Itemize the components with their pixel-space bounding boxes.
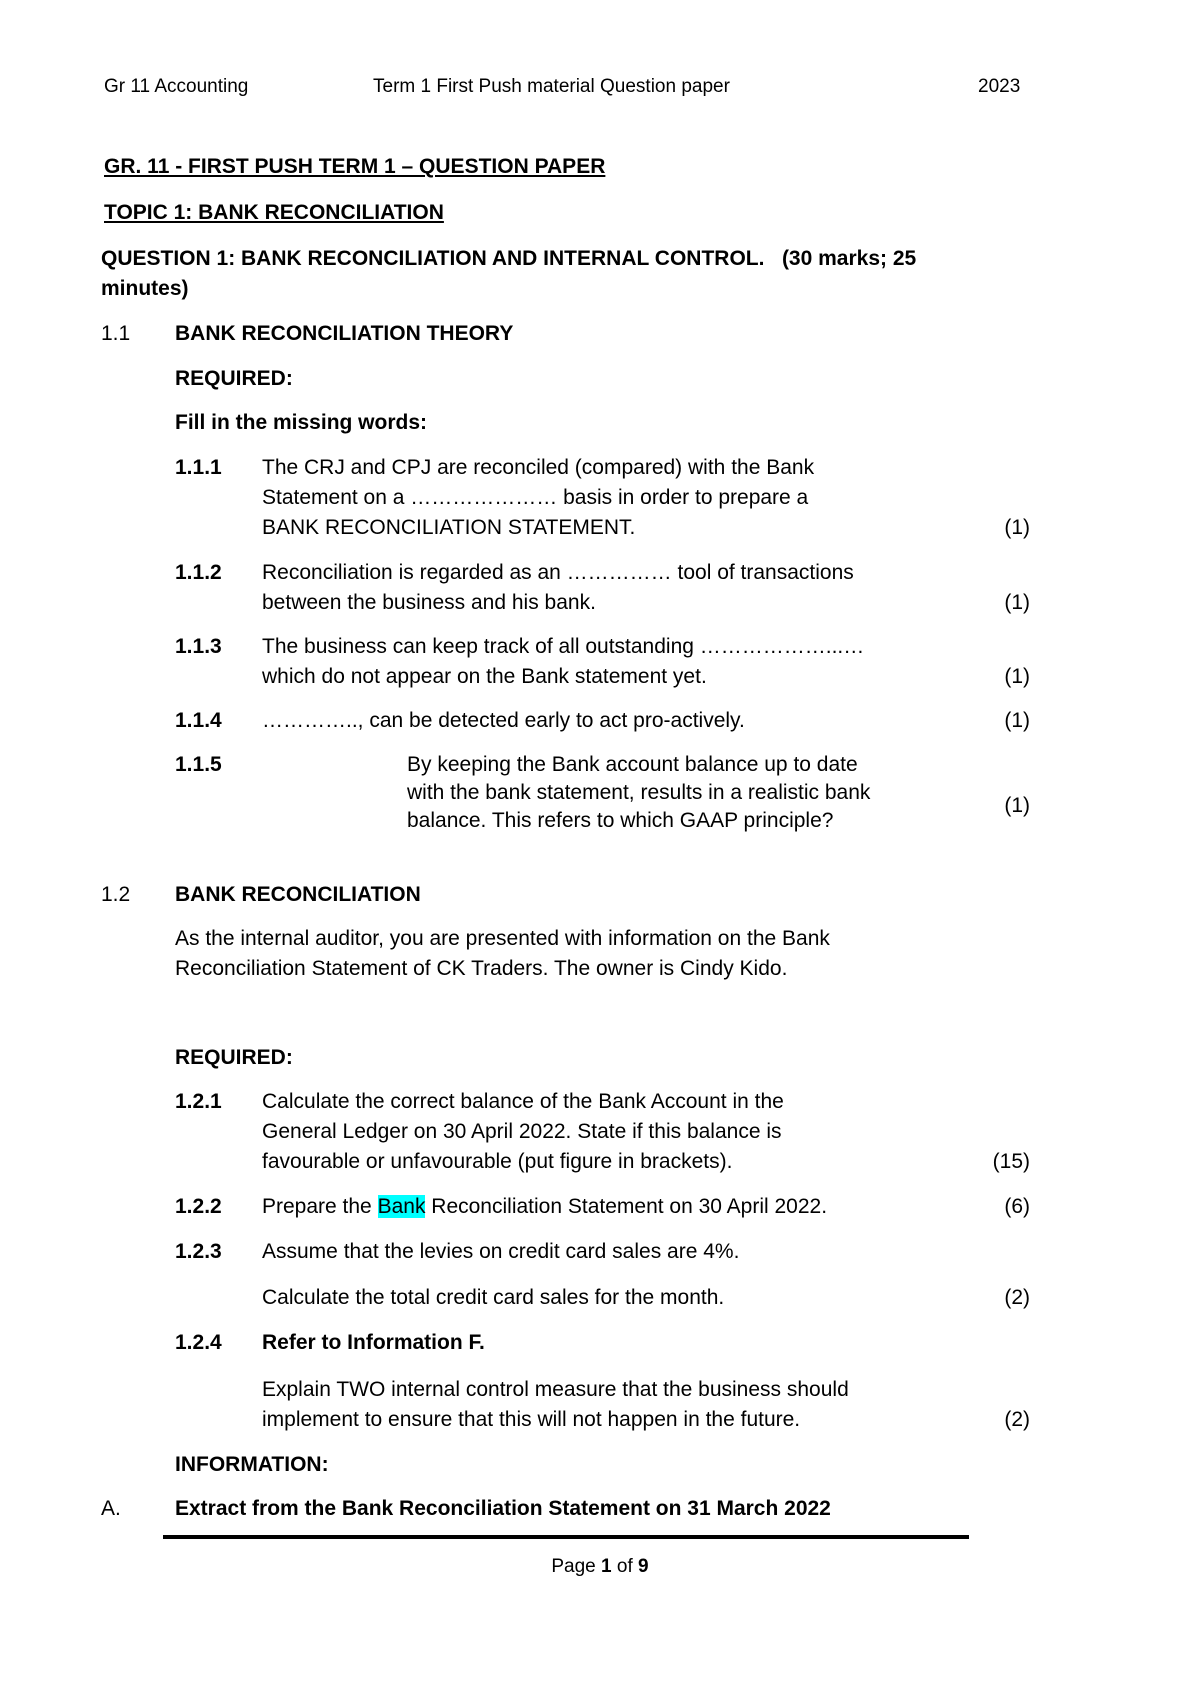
item-text-line: Explain TWO internal control measure that the business should — [262, 1378, 849, 1401]
item-marks: (1) — [1004, 591, 1030, 614]
item-marks: (2) — [1004, 1408, 1030, 1431]
page-word: Page — [551, 1556, 596, 1577]
item-marks: (1) — [1004, 709, 1030, 732]
topic-title: TOPIC 1: BANK RECONCILIATION — [104, 201, 444, 224]
section-1-1-number: 1.1 — [101, 322, 131, 345]
section-1-2-required: REQUIRED: — [175, 1046, 293, 1069]
item-number: 1.1.2 — [175, 561, 222, 584]
section-1-2-intro-line: As the internal auditor, you are presented with information on the Bank — [175, 927, 830, 950]
footer-divider — [163, 1535, 969, 1539]
item-number: 1.2.1 — [175, 1090, 222, 1113]
info-a-title: Extract from the Bank Reconciliation Statement on 31 March 2022 — [175, 1497, 831, 1520]
item-number: 1.1.5 — [175, 753, 222, 776]
item-number: 1.2.4 — [175, 1331, 222, 1354]
item-text-line: between the business and his bank. — [262, 591, 596, 614]
item-marks: (6) — [1004, 1195, 1030, 1218]
text-after: Reconciliation Statement on 30 April 2022. — [425, 1195, 828, 1218]
total-pages: 9 — [638, 1556, 649, 1577]
item-text-line: implement to ensure that this will not happen in the future. — [262, 1408, 801, 1431]
section-1-1-title: BANK RECONCILIATION THEORY — [175, 322, 514, 345]
text-before: Prepare the — [262, 1195, 378, 1218]
item-text-line: The business can keep track of all outstanding ………………...… — [262, 635, 865, 658]
paper-title: GR. 11 - FIRST PUSH TERM 1 – QUESTION PAPER — [104, 155, 606, 178]
item-marks: (1) — [1004, 516, 1030, 539]
page-footer — [0, 1556, 1200, 1578]
info-a-letter: A. — [101, 1497, 121, 1520]
item-number: 1.1.4 — [175, 709, 222, 732]
section-1-2-title: BANK RECONCILIATION — [175, 883, 421, 906]
item-text-line: Calculate the total credit card sales for the month. — [262, 1286, 725, 1309]
item-title: Refer to Information F. — [262, 1331, 485, 1354]
item-text-line: Calculate the correct balance of the Bank Account in the — [262, 1090, 784, 1113]
item-number: 1.1.1 — [175, 456, 222, 479]
item-text-line: Reconciliation is regarded as an …………… tool of transactions — [262, 561, 854, 584]
item-marks: (2) — [1004, 1286, 1030, 1309]
item-text-line: The CRJ and CPJ are reconciled (compared) with the Bank — [262, 456, 815, 479]
of-word: of — [616, 1556, 633, 1577]
item-number: 1.2.3 — [175, 1240, 222, 1263]
item-text-line: Statement on a ………………… basis in order to prepare a — [262, 486, 809, 509]
item-text-line: favourable or unfavourable (put figure in brackets). — [262, 1150, 733, 1173]
item-marks: (1) — [1004, 665, 1030, 688]
item-text-line: with the bank statement, results in a realistic bank — [407, 781, 871, 804]
item-text-line: balance. This refers to which GAAP principle? — [407, 809, 834, 832]
page-number: 1 — [601, 1556, 612, 1577]
item-text-line: General Ledger on 30 April 2022. State if this balance is — [262, 1120, 782, 1143]
item-text-line: BANK RECONCILIATION STATEMENT. — [262, 516, 636, 539]
header-center: Term 1 First Push material Question paper — [373, 76, 730, 97]
item-number: 1.2.2 — [175, 1195, 222, 1218]
section-1-2-number: 1.2 — [101, 883, 131, 906]
header-right: 2023 — [978, 76, 1021, 97]
section-1-1-instruction: Fill in the missing words: — [175, 411, 428, 434]
section-1-1-required: REQUIRED: — [175, 367, 293, 390]
item-text-line: By keeping the Bank account balance up to date — [407, 753, 858, 776]
section-1-2-intro-line: Reconciliation Statement of CK Traders. The owner is Cindy Kido. — [175, 957, 788, 980]
item-text-line: Assume that the levies on credit card sales are 4%. — [262, 1240, 740, 1263]
item-number: 1.1.3 — [175, 635, 222, 658]
item-text-line: ………….., can be detected early to act pro-actively. — [262, 709, 745, 732]
item-text-line — [262, 1192, 827, 1222]
item-marks: (15) — [992, 1150, 1030, 1173]
question-title-line2: minutes) — [101, 277, 189, 300]
header-left: Gr 11 Accounting — [104, 76, 249, 97]
item-text-line: which do not appear on the Bank statement yet. — [262, 665, 707, 688]
question-title-line1: QUESTION 1: BANK RECONCILIATION AND INTERNAL CONTROL. (30 marks; 25 — [101, 247, 917, 270]
information-heading: INFORMATION: — [175, 1453, 329, 1476]
item-marks: (1) — [1004, 794, 1030, 817]
highlighted-word: Bank — [377, 1195, 426, 1218]
